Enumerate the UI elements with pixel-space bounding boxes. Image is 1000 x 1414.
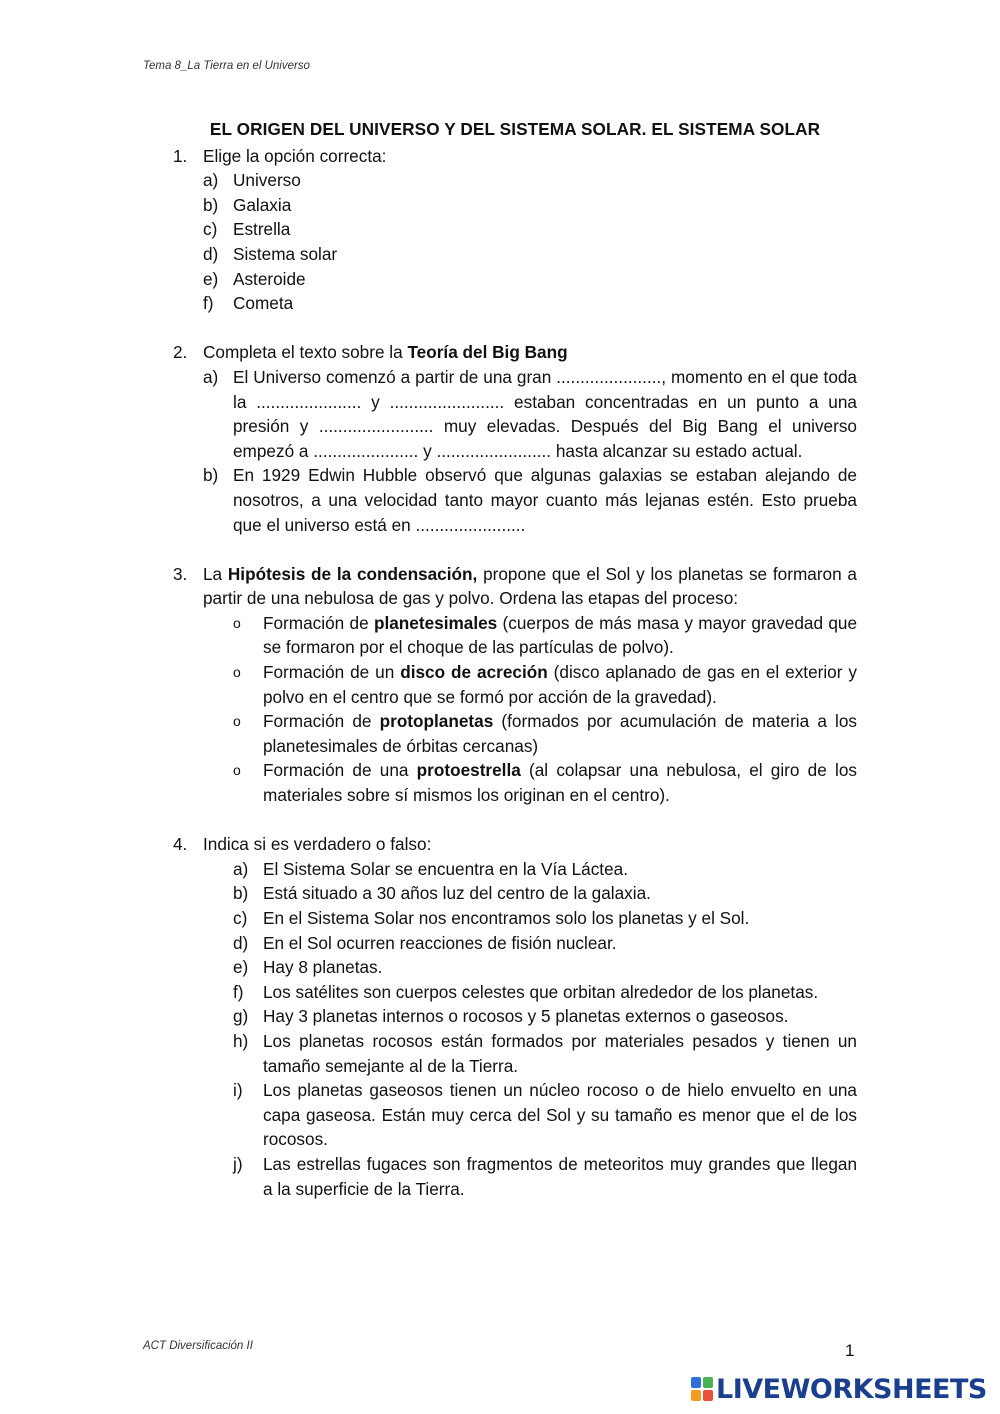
fill-in-item[interactable]	[203, 463, 857, 537]
option-marker: f)	[203, 293, 214, 314]
question-text: Elige la opción correcta:	[203, 145, 387, 166]
question-2	[173, 340, 857, 537]
bold-term: Hipótesis de la condensación,	[227, 563, 478, 584]
option-marker: e)	[203, 268, 219, 289]
option-marker: b)	[203, 194, 219, 215]
true-false-item[interactable]	[203, 980, 857, 1005]
item-text: En el Sistema Solar nos encontramos solo los planetas y el Sol.	[263, 908, 750, 928]
liveworksheets-icon	[691, 1377, 713, 1401]
question-text: La Hipótesis de la condensación, propone que el Sol y los planetas se formaron a partir de una nebulosa de gas y polvo. Ordena las etapas del proceso:	[203, 563, 857, 609]
ordering-item[interactable]: o Formación de una protoestrella (al colapsar una nebulosa, el giro de los materiales sobre sí mismos los originan en el centro).	[233, 760, 857, 806]
option-text: Cometa	[233, 293, 294, 314]
item-text: Hay 8 planetas.	[263, 957, 383, 978]
bold-term: protoplanetas	[379, 711, 494, 732]
item-text: Los planetas gaseosos tienen un núcleo rocoso o de hielo envuelto en una capa gaseosa. Están muy cerca del Sol y su tamaño es menor que el de los rocosos.	[263, 1080, 857, 1150]
bullet-icon: o	[233, 664, 241, 681]
item-text: Los planetas rocosos están formados por materiales pesados y tienen un tamaño semejante al de la Tierra.	[263, 1030, 857, 1076]
item-marker: b)	[233, 883, 249, 904]
true-false-item[interactable]	[203, 931, 857, 956]
option-marker: c)	[203, 219, 218, 240]
item-marker: b)	[203, 465, 219, 486]
bold-term: Teoría del Big Bang	[407, 342, 568, 363]
bullet-icon: o	[233, 614, 241, 631]
page-footer: ACT Diversificación II	[143, 1340, 253, 1352]
option-text: Galaxia	[233, 194, 292, 215]
option[interactable]	[203, 291, 857, 316]
question-1	[173, 144, 857, 316]
question-text: Completa el texto sobre la Teoría del Big Bang	[203, 342, 568, 363]
logo-square	[703, 1390, 713, 1401]
logo-square	[691, 1390, 701, 1401]
option-text: Asteroide	[233, 268, 306, 289]
true-false-item[interactable]	[203, 906, 857, 931]
item-marker: e)	[233, 957, 249, 978]
bullet-icon: o	[233, 762, 241, 779]
ordering-item[interactable]: o Formación de planetesimales (cuerpos de más masa y mayor gravedad que se formaron por el choque de las partículas de polvo).	[233, 612, 858, 658]
option[interactable]	[203, 242, 857, 267]
bullet-icon: o	[233, 713, 241, 730]
true-false-item[interactable]	[203, 1004, 857, 1029]
item-marker: f)	[233, 981, 244, 1002]
logo-text: LIVEWORKSHEETS	[716, 1373, 987, 1405]
item-text: Los satélites son cuerpos celestes que orbitan alrededor de los planetas.	[263, 981, 819, 1002]
item-text: Las estrellas fugaces son fragmentos de meteoritos muy grandes que llegan a la superficie de la Tierra.	[263, 1153, 857, 1199]
item-text: Hay 3 planetas internos o rocosos y 5 planetas externos o gaseosos.	[263, 1006, 789, 1027]
option-text: Universo	[233, 170, 301, 191]
question-text: Indica si es verdadero o falso:	[203, 834, 432, 855]
item-text: En 1929 Edwin Hubble observó que algunas galaxias se estaban alejando de nosotros, a una velocidad tanto mayor cuanto más lejanas estén. Esto prueba que el universo está en .......................	[233, 465, 857, 535]
option-text: Sistema solar	[233, 243, 338, 264]
item-marker: a)	[203, 366, 219, 387]
question-number: 1.	[173, 145, 188, 166]
item-marker: g)	[233, 1006, 249, 1027]
option[interactable]	[203, 217, 857, 242]
bold-term: disco de acreción	[400, 662, 548, 683]
logo-square	[691, 1377, 701, 1388]
option-list	[203, 168, 857, 316]
item-marker: d)	[233, 932, 249, 953]
option-marker: d)	[203, 243, 219, 264]
question-number: 3.	[173, 563, 188, 584]
item-marker: c)	[233, 908, 248, 928]
true-false-item[interactable]	[203, 955, 857, 980]
item-marker: j)	[233, 1153, 243, 1174]
true-false-item[interactable]	[203, 857, 857, 882]
ordering-item[interactable]: o Formación de protoplanetas (formados por acumulación de materia a los planetesimales de órbitas cercanas)	[233, 711, 858, 756]
worksheet-content	[173, 117, 857, 1201]
option-marker: a)	[203, 170, 219, 191]
item-marker: i)	[233, 1080, 243, 1101]
question-number: 2.	[173, 342, 188, 363]
item-marker: h)	[233, 1030, 249, 1051]
item-text: En el Sol ocurren reacciones de fisión nuclear.	[263, 932, 617, 953]
bold-term: planetesimales	[373, 612, 498, 633]
fill-in-item[interactable]	[203, 365, 857, 463]
page-header: Tema 8_La Tierra en el Universo	[143, 60, 310, 72]
ordering-item[interactable]: o Formación de un disco de acreción (disco aplanado de gas en el exterior y polvo en el centro que se formó por acción de la gravedad).	[233, 662, 857, 707]
question-number: 4.	[173, 834, 188, 855]
liveworksheets-logo[interactable]	[691, 1373, 987, 1405]
question-3	[173, 562, 857, 808]
option[interactable]	[203, 267, 857, 292]
true-false-item[interactable]	[203, 1029, 857, 1078]
page-title: EL ORIGEN DEL UNIVERSO Y DEL SISTEMA SOLAR. EL SISTEMA SOLAR	[209, 119, 821, 139]
bold-term: protoestrella	[416, 760, 521, 781]
item-text: Está situado a 30 años luz del centro de la galaxia.	[263, 883, 651, 904]
true-false-item[interactable]	[203, 1078, 857, 1152]
true-false-item[interactable]	[203, 881, 857, 906]
item-marker: a)	[233, 858, 249, 879]
question-4	[173, 832, 857, 1201]
option[interactable]	[203, 168, 857, 193]
logo-square	[703, 1377, 713, 1388]
true-false-item[interactable]	[203, 1152, 857, 1201]
item-text: El Sistema Solar se encuentra en la Vía Láctea.	[263, 858, 628, 879]
option-text: Estrella	[233, 219, 291, 240]
item-text: El Universo comenzó a partir de una gran ......................, momento en el que toda la ...................... y ........................ estaban concentradas en un punto a una presión y ........................ muy elevadas. Después del Big Bang el universo empezó a ...................... y ........................ hasta alcanzar su estado actual.	[233, 366, 857, 461]
option[interactable]	[203, 193, 857, 218]
page-number: 1	[845, 1341, 855, 1360]
